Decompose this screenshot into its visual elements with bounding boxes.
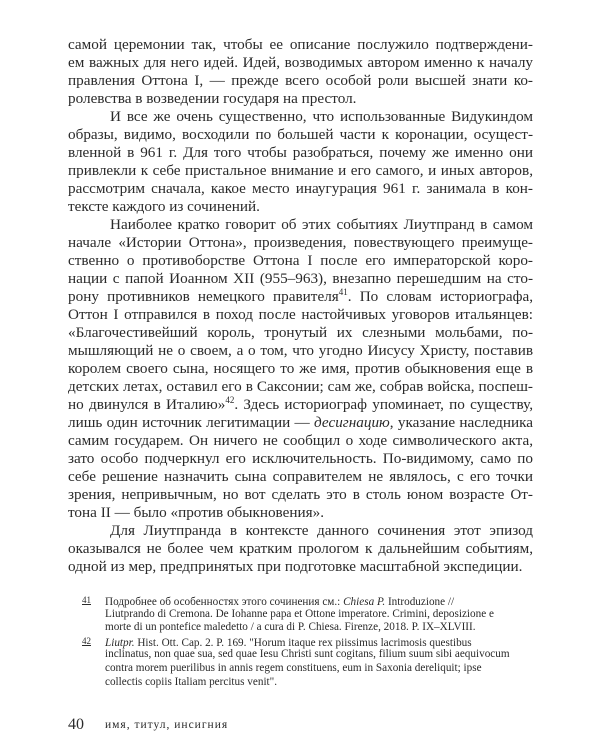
page-number: 40 xyxy=(68,716,84,733)
text-line: правления Оттона I, — прежде всего особой роли высшей знати ко- xyxy=(68,72,533,89)
running-title: имя, титул, инсигния xyxy=(105,719,229,731)
text-segment: но двинулся в Италию» xyxy=(68,396,226,413)
text-line: Оттон I отправился в поход после настойчивых уговоров итальянцев: xyxy=(68,306,533,323)
footnote-line: morte di un pontefice maledetto / a cura di P. Chiesa. Firenze, 2018. P. IX–XLVIII. xyxy=(105,621,476,634)
text-segment: Hist. Ott. Cap. 2. P. 169. "Horum itaque rex piissimus lacrimosis questibus xyxy=(134,636,472,649)
footnote xyxy=(82,594,494,635)
footnote-line xyxy=(82,635,482,649)
text-line: зрения, непривычным, но вот сделать это в столь юном возрасте От- xyxy=(68,486,533,503)
footnote-line: inclinatus, non quae sua, sed quae Iesu Christi sunt cogitans, filium suum sibi aequivocum xyxy=(105,648,510,661)
footnote-ref[interactable]: 41 xyxy=(338,287,348,297)
text-line: вленной в 961 г. Для того чтобы разобраться, почему же именно они xyxy=(68,144,533,161)
text-line: детских летах, оставил его в Саксонии; сам же, собрав войска, поспеш- xyxy=(68,378,533,395)
text-line: тексте каждого из сочинений. xyxy=(68,198,260,215)
paragraph xyxy=(68,108,533,216)
text-line xyxy=(68,414,533,432)
text-line xyxy=(68,288,533,306)
text-line: образы, видимо, восходили по большей части к коронации, осущест- xyxy=(68,126,533,143)
text-segment: десигнацию xyxy=(314,414,390,431)
text-segment: рону противников немецкого правителя xyxy=(68,288,339,305)
text-line: одной из мер, предпринятых при подготовке масштабной экспедиции. xyxy=(68,558,523,575)
footnotes xyxy=(82,594,510,689)
text-line: «Благочестивейший король, тронутый их слезными мольбами, по- xyxy=(68,324,533,341)
text-segment: . По словам историографа, xyxy=(347,288,533,305)
text-line: ем важных для него идей. Идей, возводимых автором именно к началу xyxy=(68,54,533,71)
text-line: начале «Истории Оттона», произведения, повествующего преимуще- xyxy=(68,234,533,251)
text-line: самим государем. Он ничего не сообщил о ходе символического акта, xyxy=(68,432,533,449)
footnote-number[interactable]: 42 xyxy=(82,635,91,646)
footnote-ref[interactable]: 42 xyxy=(225,395,235,405)
text-line: себе решение назначить сына соправителем не являлось, с его точки xyxy=(68,468,533,485)
text-segment: Chiesa P. xyxy=(343,596,386,608)
footnote-number[interactable]: 41 xyxy=(82,595,91,605)
text-line: рассмотрим сначала, какое место инаугурация 961 г. занимала в кон- xyxy=(68,180,533,197)
text-segment: , указание наследника xyxy=(389,414,533,431)
paragraph xyxy=(68,522,533,576)
text-segment: . Здесь историограф упоминает, по существу, xyxy=(234,396,533,413)
text-line: мышляющий не о своем, а о том, что угодно Иисусу Христу, поставив xyxy=(68,342,533,359)
text-line: Для Лиутпранда в контексте данного сочинения этот эпизод xyxy=(110,522,533,539)
text-segment: Подробнее об особенностях этого сочинения см.: xyxy=(105,596,344,608)
paragraph xyxy=(68,36,533,108)
footnote-line: collectis copiis Italiam percitus venit". xyxy=(105,675,278,688)
text-line: привлекли к себе пристальное внимание и его самого, и иных авторов, xyxy=(68,162,533,179)
footnote-text xyxy=(105,596,454,608)
text-line: самой церемонии так, чтобы ее описание послужило подтверждени- xyxy=(68,36,533,53)
text-segment: лишь один источник легитимации — xyxy=(68,414,315,431)
text-line: ственно о противоборстве Оттона I после его императорской коро- xyxy=(68,252,533,269)
footnote-line xyxy=(82,594,482,608)
footnote-line: Liutprando di Cremona. De Iohanne papa et Ottone imperatore. Crimini, deposizione e xyxy=(105,607,494,620)
body-text xyxy=(68,36,533,576)
text-segment: Introduzione // xyxy=(385,596,455,608)
text-line: И все же очень существенно, что использованные Видукиндом xyxy=(110,108,533,125)
text-line: королем своего сына, носящего то же имя, против обыкновения еще в xyxy=(68,360,533,377)
footnote xyxy=(82,635,510,689)
footnote-text xyxy=(105,637,472,649)
footnote-line: contra morem puerilibus in annis regem constituens, eum in Saxonia dereliquit; ipse xyxy=(105,661,482,674)
text-line: Наиболее кратко говорит об этих событиях Лиутпранд в самом xyxy=(110,216,533,233)
text-line: ролевства в возведении государя на престол. xyxy=(68,90,357,107)
text-line xyxy=(68,396,533,414)
paragraph xyxy=(68,216,533,522)
text-line: тона II — было «против обыкновения». xyxy=(68,504,325,521)
text-line: нации с папой Иоанном XII (955–963), внезапно перешедшим на сто- xyxy=(68,270,533,287)
text-segment: Liutpr. xyxy=(105,636,135,649)
text-line: зато особо подчеркнул его исключительность. По-видимому, само по xyxy=(68,450,533,467)
text-line: оказывался не более чем кратким прологом к дальнейшим событиям, xyxy=(68,540,533,557)
page-footer xyxy=(68,716,229,734)
